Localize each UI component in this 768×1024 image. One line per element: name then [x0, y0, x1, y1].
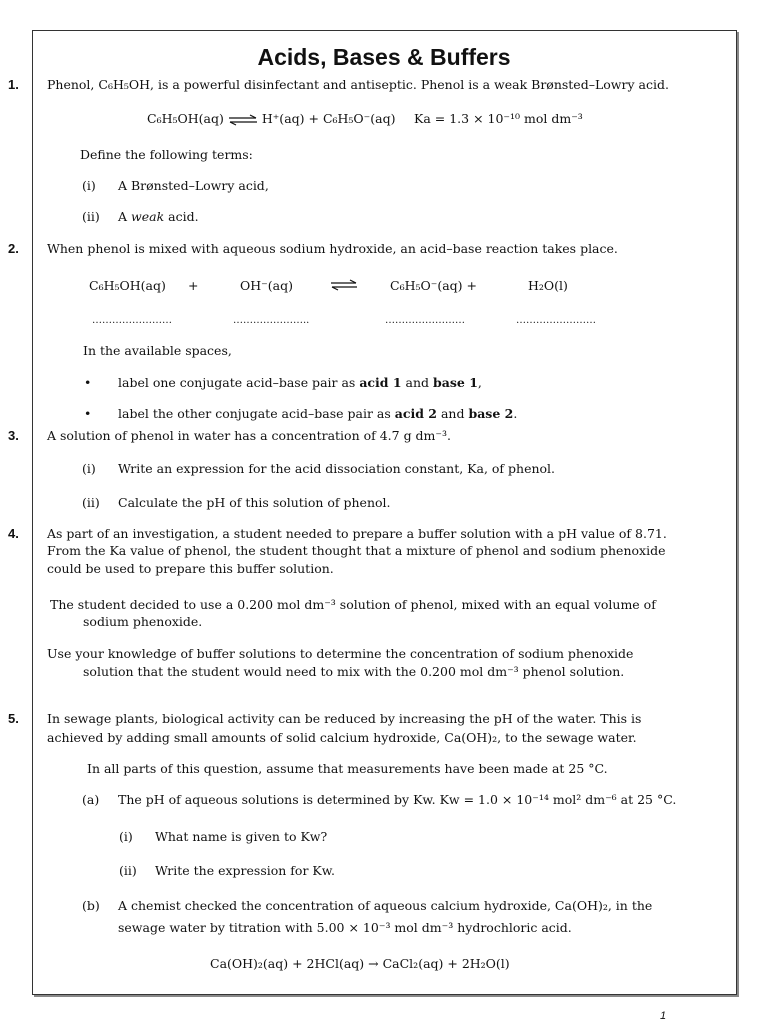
question-text: achieved by adding small amounts of solid calcium hydroxide, Ca(OH)₂, to the sewage water. — [47, 730, 637, 745]
subpart-label: (ii) — [82, 209, 100, 224]
subpart-text: Calculate the pH of this solution of phenol. — [118, 495, 391, 510]
instruction-text: In all parts of this question, assume that measurements have been made at 25 °C. — [87, 761, 608, 776]
answer-blank[interactable]: …………………… — [516, 315, 596, 326]
species-2: OH⁻(aq) — [240, 278, 293, 293]
answer-blank[interactable]: …………………… — [385, 315, 465, 326]
page-title: Acids, Bases & Buffers — [257, 44, 511, 70]
species-1: C₆H₅OH(aq) — [89, 278, 166, 293]
subpart-text: A Brønsted–Lowry acid, — [118, 178, 269, 193]
bullet-text: label the other conjugate acid–base pair as acid 2 and base 2. — [118, 406, 518, 421]
subpart-label: (ii) — [82, 495, 100, 510]
species-4: H₂O(l) — [528, 278, 568, 293]
subpart-text: Write an expression for the acid dissociation constant, Ka, of phenol. — [118, 461, 556, 476]
subpart-text: A chemist checked the concentration of aqueous calcium hydroxide, Ca(OH)₂, in the — [118, 898, 653, 913]
question-number: 1. — [8, 77, 19, 92]
instruction-text: In the available spaces, — [83, 343, 232, 358]
ka-value: Ka = 1.3 × 10⁻¹⁰ mol dm⁻³ — [414, 111, 583, 126]
subpart-label: (i) — [119, 829, 133, 844]
answer-blank[interactable]: …………………… — [92, 315, 172, 326]
equilibrium-arrow-icon — [228, 114, 258, 126]
species-3: C₆H₅O⁻(aq) + — [390, 278, 477, 293]
question-text: The student decided to use a 0.200 mol dm⁻³ solution of phenol, mixed with an equal volume of — [50, 597, 656, 612]
bullet-icon: • — [84, 406, 92, 421]
question-text: A solution of phenol in water has a concentration of 4.7 g dm⁻³. — [47, 428, 451, 443]
subpart-label: (i) — [82, 178, 96, 193]
bullet-icon: • — [84, 375, 92, 390]
subpart-label: (i) — [82, 461, 96, 476]
question-text: sodium phenoxide. — [83, 614, 203, 629]
subpart-text: sewage water by titration with 5.00 × 10⁻³ mol dm⁻³ hydrochloric acid. — [118, 920, 572, 935]
page-number: 1 — [660, 1010, 667, 1022]
equation — [147, 111, 395, 127]
question-number: 5. — [8, 711, 19, 726]
subpart-text: What name is given to Kw? — [155, 829, 328, 844]
equation-right: H⁺(aq) + C₆H₅O⁻(aq) — [261, 111, 396, 126]
equation-left: C₆H₅OH(aq) — [147, 111, 224, 126]
answer-blank[interactable]: ………………….. — [233, 315, 310, 326]
subpart-text: A weak acid. — [118, 209, 199, 224]
question-text: Phenol, C₆H₅OH, is a powerful disinfectant and antiseptic. Phenol is a weak Brønsted–Lowry acid. — [47, 77, 669, 92]
equilibrium-arrow-icon — [330, 279, 358, 291]
question-text: could be used to prepare this buffer solution. — [47, 561, 334, 576]
instruction-text: Define the following terms: — [80, 147, 253, 162]
plus-sign: + — [188, 278, 199, 293]
question-text: From the Ka value of phenol, the student thought that a mixture of phenol and sodium phenoxide — [47, 543, 666, 558]
question-text: Use your knowledge of buffer solutions to determine the concentration of sodium phenoxide — [47, 646, 634, 661]
page-border — [32, 30, 737, 995]
subpart-label: (b) — [82, 898, 100, 913]
subpart-text: The pH of aqueous solutions is determined by Kw. Kw = 1.0 × 10⁻¹⁴ mol² dm⁻⁶ at 25 °C. — [118, 792, 677, 807]
subpart-text: Write the expression for Kw. — [155, 863, 335, 878]
bullet-text: label one conjugate acid–base pair as acid 1 and base 1, — [118, 375, 482, 390]
question-text: solution that the student would need to mix with the 0.200 mol dm⁻³ phenol solution. — [83, 664, 625, 679]
question-text: In sewage plants, biological activity can be reduced by increasing the pH of the water. This is — [47, 711, 642, 726]
subpart-label: (a) — [82, 792, 100, 807]
question-number: 2. — [8, 241, 19, 256]
question-number: 3. — [8, 428, 19, 443]
equation: Ca(OH)₂(aq) + 2HCl(aq) → CaCl₂(aq) + 2H₂O(l) — [210, 956, 510, 971]
question-text: As part of an investigation, a student needed to prepare a buffer solution with a pH value of 8.71. — [47, 526, 667, 541]
subpart-label: (ii) — [119, 863, 137, 878]
question-text: When phenol is mixed with aqueous sodium hydroxide, an acid–base reaction takes place. — [47, 241, 618, 256]
question-number: 4. — [8, 526, 19, 541]
